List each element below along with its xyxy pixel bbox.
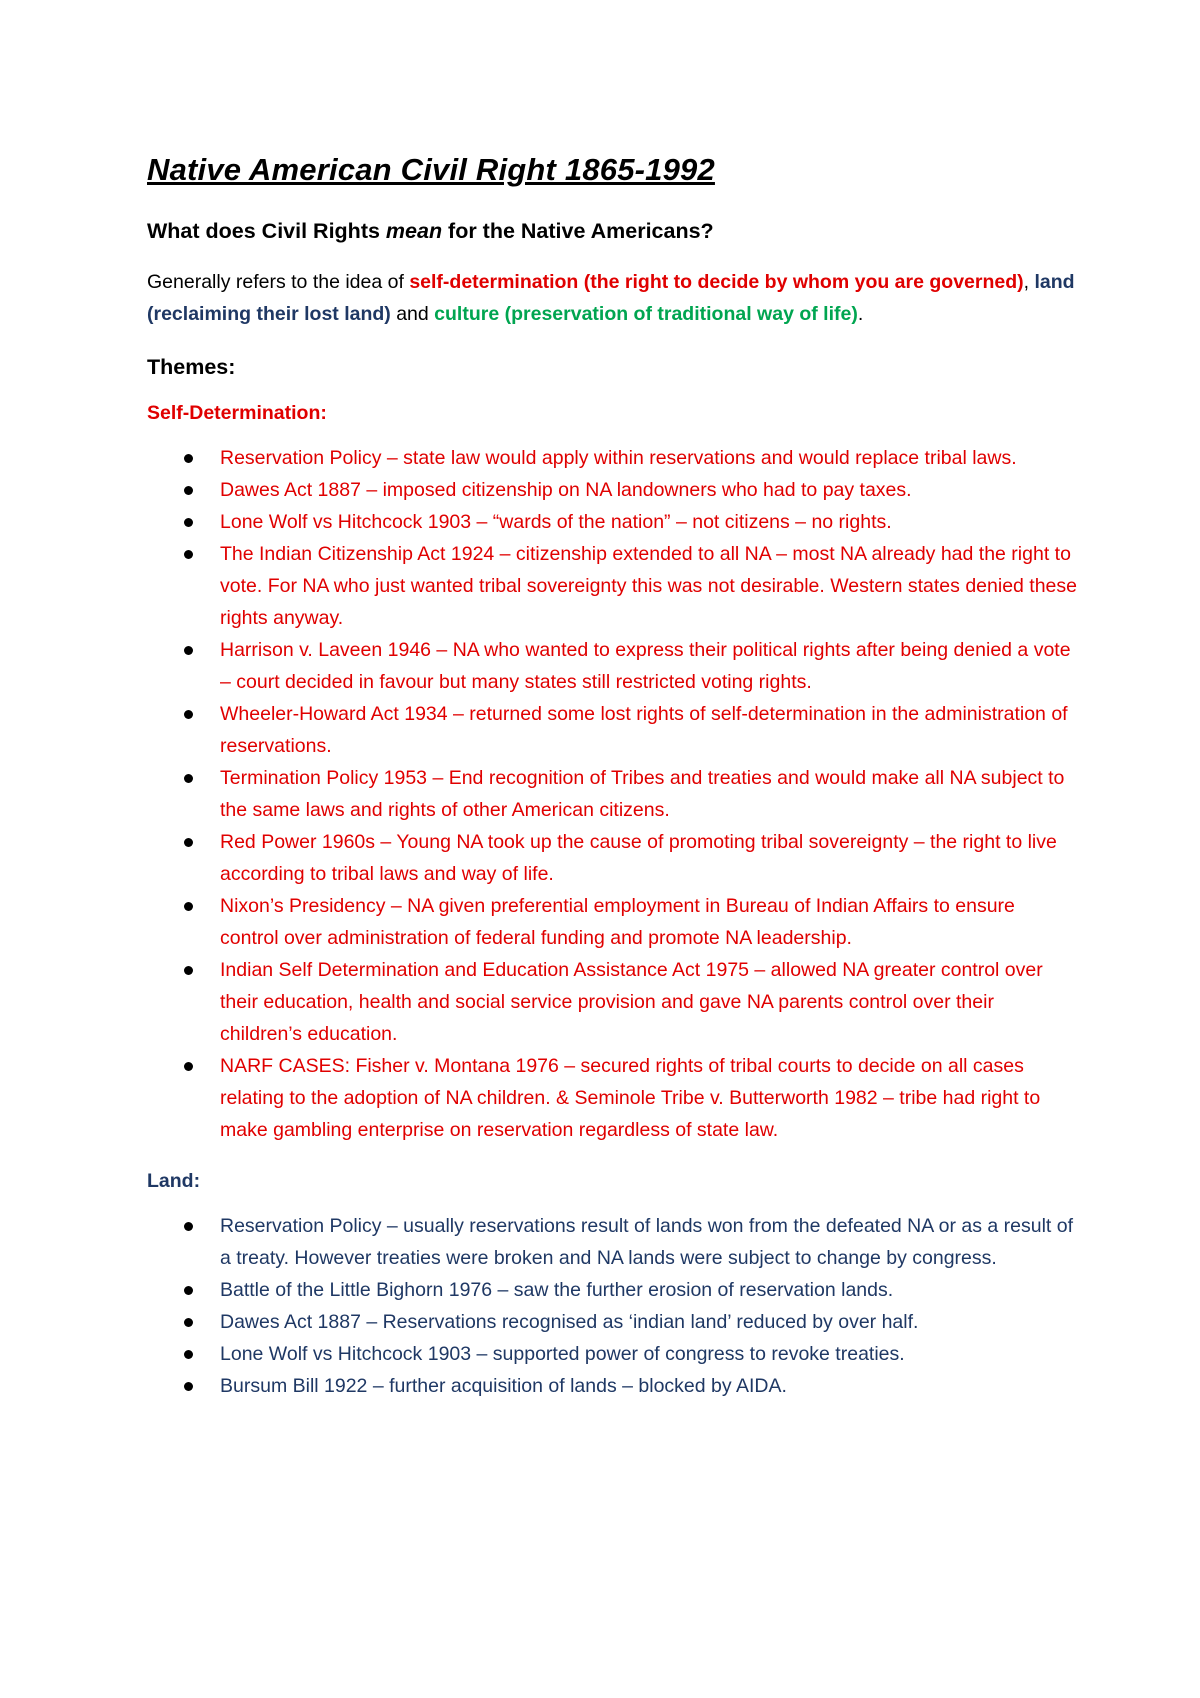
- bullet-icon: [184, 1286, 193, 1295]
- bullet-icon: [184, 838, 193, 847]
- list-item: [147, 954, 1077, 1050]
- list-item-text: Indian Self Determination and Education Assistance Act 1975 – allowed NA greater control over their education, health and social service provision and gave NA parents control over their children’s education.: [220, 959, 1043, 1045]
- list-item: [147, 506, 1077, 538]
- list-item-text: Dawes Act 1887 – Reservations recognised as ‘indian land’ reduced by over half.: [220, 1311, 919, 1333]
- intro-land: land (reclaiming their lost land): [147, 271, 1075, 325]
- intro-culture: culture (preservation of traditional way of life): [434, 303, 858, 325]
- bullet-icon: [184, 966, 193, 975]
- list-item: [147, 634, 1077, 698]
- bullet-icon: [184, 1062, 193, 1071]
- list-item-text: Lone Wolf vs Hitchcock 1903 – supported power of congress to revoke treaties.: [220, 1343, 905, 1365]
- list-item-text: NARF CASES: Fisher v. Montana 1976 – secured rights of tribal courts to decide on all cases relating to the adoption of NA children. & Seminole Tribe v. Butterworth 1982 – tribe had right to make gambling enterprise on reservation regardless of state law.: [220, 1055, 1041, 1141]
- list-item-text: Red Power 1960s – Young NA took up the cause of promoting tribal sovereignty – the right to live according to tribal laws and way of life.: [220, 831, 1057, 885]
- intro-sep1: ,: [1023, 271, 1035, 293]
- list-item: [147, 442, 1077, 474]
- list-item-text: Termination Policy 1953 – End recognition of Tribes and treaties and would make all NA subject to the same laws and rights of other American citizens.: [220, 767, 1065, 821]
- bullet-icon: [184, 902, 193, 911]
- question-emphasis: mean: [385, 219, 443, 243]
- page-title: Native American Civil Right 1865-1992: [147, 152, 715, 187]
- bullet-icon: [184, 710, 193, 719]
- list-item-text: Reservation Policy – state law would apply within reservations and would replace tribal laws.: [220, 447, 1017, 469]
- intro-sep2: and: [390, 303, 435, 325]
- self-determination-list: [147, 442, 1077, 1146]
- list-item: [147, 538, 1077, 634]
- list-item-text: Bursum Bill 1922 – further acquisition of lands – blocked by AIDA.: [220, 1375, 787, 1397]
- bullet-icon: [184, 1382, 193, 1391]
- list-item-text: Wheeler-Howard Act 1934 – returned some lost rights of self-determination in the administration of reservations.: [220, 703, 1068, 757]
- intro-end: .: [857, 303, 864, 325]
- bullet-icon: [184, 550, 193, 559]
- list-item: [147, 1210, 1077, 1274]
- bullet-icon: [184, 1318, 193, 1327]
- question-after: for the Native Americans?: [442, 219, 714, 243]
- bullet-icon: [184, 774, 193, 783]
- bullet-icon: [184, 486, 193, 495]
- list-item: [147, 1370, 1077, 1402]
- intro-paragraph: [147, 266, 1077, 330]
- list-item: [147, 474, 1077, 506]
- list-item-text: Battle of the Little Bighorn 1976 – saw the further erosion of reservation lands.: [220, 1279, 894, 1301]
- list-item-text: Dawes Act 1887 – imposed citizenship on NA landowners who had to pay taxes.: [220, 479, 912, 501]
- land-heading: Land:: [147, 1170, 201, 1192]
- bullet-icon: [184, 454, 193, 463]
- list-item-text: The Indian Citizenship Act 1924 – citizenship extended to all NA – most NA already had the right to vote. For NA who just wanted tribal sovereignty this was not desirable. Western states denied these rights anyway.: [220, 543, 1078, 629]
- bullet-icon: [184, 1222, 193, 1231]
- bullet-icon: [184, 518, 193, 527]
- themes-heading: Themes:: [147, 355, 236, 379]
- list-item: [147, 1274, 1077, 1306]
- list-item: [147, 890, 1077, 954]
- list-item: [147, 762, 1077, 826]
- list-item-text: Harrison v. Laveen 1946 – NA who wanted to express their political rights after being denied a vote – court decided in favour but many states still restricted voting rights.: [220, 639, 1071, 693]
- bullet-icon: [184, 1350, 193, 1359]
- list-item: [147, 1338, 1077, 1370]
- list-item: [147, 1306, 1077, 1338]
- guiding-question: [147, 216, 1077, 246]
- self-determination-heading: Self-Determination:: [147, 402, 327, 424]
- document-content: [147, 150, 1077, 1422]
- bullet-icon: [184, 646, 193, 655]
- list-item: [147, 826, 1077, 890]
- list-item-text: Reservation Policy – usually reservations result of lands won from the defeated NA or as a result of a treaty. However treaties were broken and NA lands were subject to change by congress.: [220, 1215, 1074, 1269]
- question-before: What does Civil Rights: [147, 219, 386, 243]
- land-list: [147, 1210, 1077, 1402]
- list-item: [147, 698, 1077, 762]
- list-item-text: Lone Wolf vs Hitchcock 1903 – “wards of the nation” – not citizens – no rights.: [220, 511, 892, 533]
- intro-lead: Generally refers to the idea of: [147, 271, 410, 293]
- list-item: [147, 1050, 1077, 1146]
- list-item-text: Nixon’s Presidency – NA given preferential employment in Bureau of Indian Affairs to ensure control over administration of federal funding and promote NA leadership.: [220, 895, 1015, 949]
- intro-self-determination: self-determination (the right to decide by whom you are governed): [409, 271, 1024, 293]
